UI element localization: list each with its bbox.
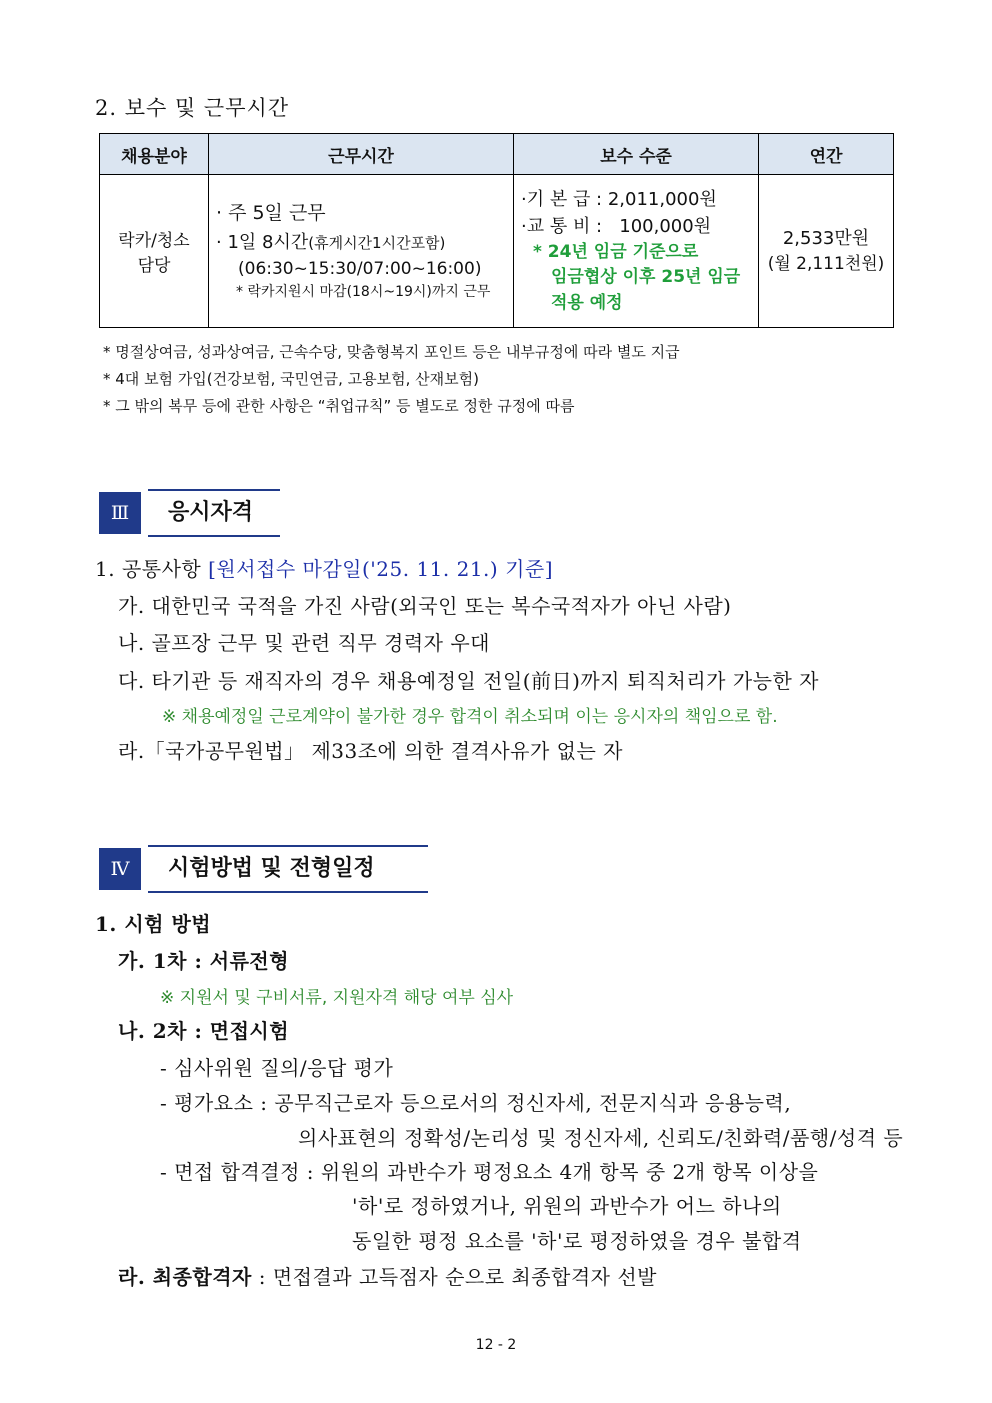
list-item: 다. 타기관 등 재직자의 경우 채용예정일 전일(前日)까지 퇴직처리가 가능한 자 [118,669,819,693]
table-header: 근무시간 [209,134,514,175]
exam-item: - 평가요소 : 공무직근로자 등으로서의 정신자세, 전문지식과 응용능력, [160,1091,792,1115]
note-line: * 4대 보험 가입(건강보험, 국민연금, 고용보험, 산재보험) [103,370,479,388]
final-selection-label: 라. 최종합격자 [118,1265,252,1289]
section-title: 응시자격 [148,489,280,537]
pay-transport: ·교 통 비 : 100,000원 [521,215,712,237]
table-header: 보수 수준 [514,134,759,175]
table-header: 채용분야 [100,134,209,175]
warning-note: ※ 채용예정일 근로계약이 불가한 경우 합격이 취소되며 이는 응시자의 책임으로 함. [162,707,778,727]
final-selection-text: : 면접결과 고득점자 순으로 최종합격자 선발 [251,1265,658,1289]
hours-note: * 락카지원시 마감(18시~19시)까지 근무 [236,284,491,301]
list-item: 나. 골프장 근무 및 관련 직무 경력자 우대 [118,631,490,655]
pay-note: 적용 예정 [551,292,623,313]
final-selection [118,1261,657,1290]
section-title: 시험방법 및 전형일정 [148,845,428,893]
field-cell [100,175,209,328]
exam-note: ※ 지원서 및 구비서류, 지원자격 해당 여부 심사 [160,988,514,1008]
note-line: * 그 밖의 복무 등에 관한 사항은 “취업규칙” 등 별도로 정한 규정에 따름 [103,397,575,415]
exam-item-cont: 동일한 평정 요소를 '하'로 평정하였을 경우 불합격 [352,1229,802,1253]
pay-note: 임금협상 이후 25년 임금 [551,267,741,288]
annual-amount: 2,533만원 [782,227,870,249]
exam-stage: 나. 2차 : 면접시험 [118,1019,290,1043]
exam-item: - 면접 합격결정 : 위원의 과반수가 평정요소 4개 항목 중 2개 항목 이상을 [160,1160,819,1184]
section-badge: Ⅲ [99,492,141,534]
list-item: 가. 대한민국 국적을 가진 사람(외국인 또는 복수국적자가 아닌 사람) [118,594,732,618]
pay-base: ·기 본 급 : 2,011,000원 [521,188,717,210]
exam-item-cont: 의사표현의 정확성/논리성 및 정신자세, 신뢰도/친화력/품행/성격 등 [298,1126,904,1150]
field-line: 락카/청소 [118,231,190,251]
exam-item: - 심사위원 질의/응답 평가 [160,1056,394,1080]
note-line: * 명절상여금, 성과상여금, 근속수당, 맞춤형복지 포인트 등은 내부규정에 따라 별도 지급 [103,343,680,361]
pay-table [99,133,894,328]
exam-item-cont: '하'로 정하였거나, 위원의 과반수가 어느 하나의 [352,1194,782,1218]
table-header-row [100,134,894,175]
hours-daily: · 1일 8시간 [216,232,309,254]
subsection-heading [95,553,553,582]
pay-cell [514,175,759,328]
subsection-heading: 1. 시험 방법 [95,912,212,936]
hours-line-2 [216,229,512,257]
hours-line: · 주 5일 근무 [216,201,326,224]
table-header: 연간 [759,134,894,175]
page-number: 12 - 2 [475,1337,517,1353]
field-line: 담당 [137,256,171,276]
pay-note: * 24년 임금 기준으로 [533,241,699,262]
subsection-deadline: [원서접수 마감일('25. 11. 21.) 기준] [208,557,554,581]
hours-times: (06:30~15:30/07:00~16:00) [238,258,482,279]
hours-break: (휴게시간1시간포함) [308,234,446,253]
exam-stage: 가. 1차 : 서류전형 [118,949,290,973]
section-heading-pay: 2. 보수 및 근무시간 [95,96,290,120]
subsection-title: 1. 공통사항 [95,557,209,581]
table-row [100,175,894,328]
list-item: 라.「국가공무원법」 제33조에 의한 결격사유가 없는 자 [118,739,623,763]
hours-cell [209,175,514,328]
section-badge: Ⅳ [99,848,141,890]
annual-cell [759,175,894,328]
annual-monthly: (월 2,111천원) [767,253,885,274]
